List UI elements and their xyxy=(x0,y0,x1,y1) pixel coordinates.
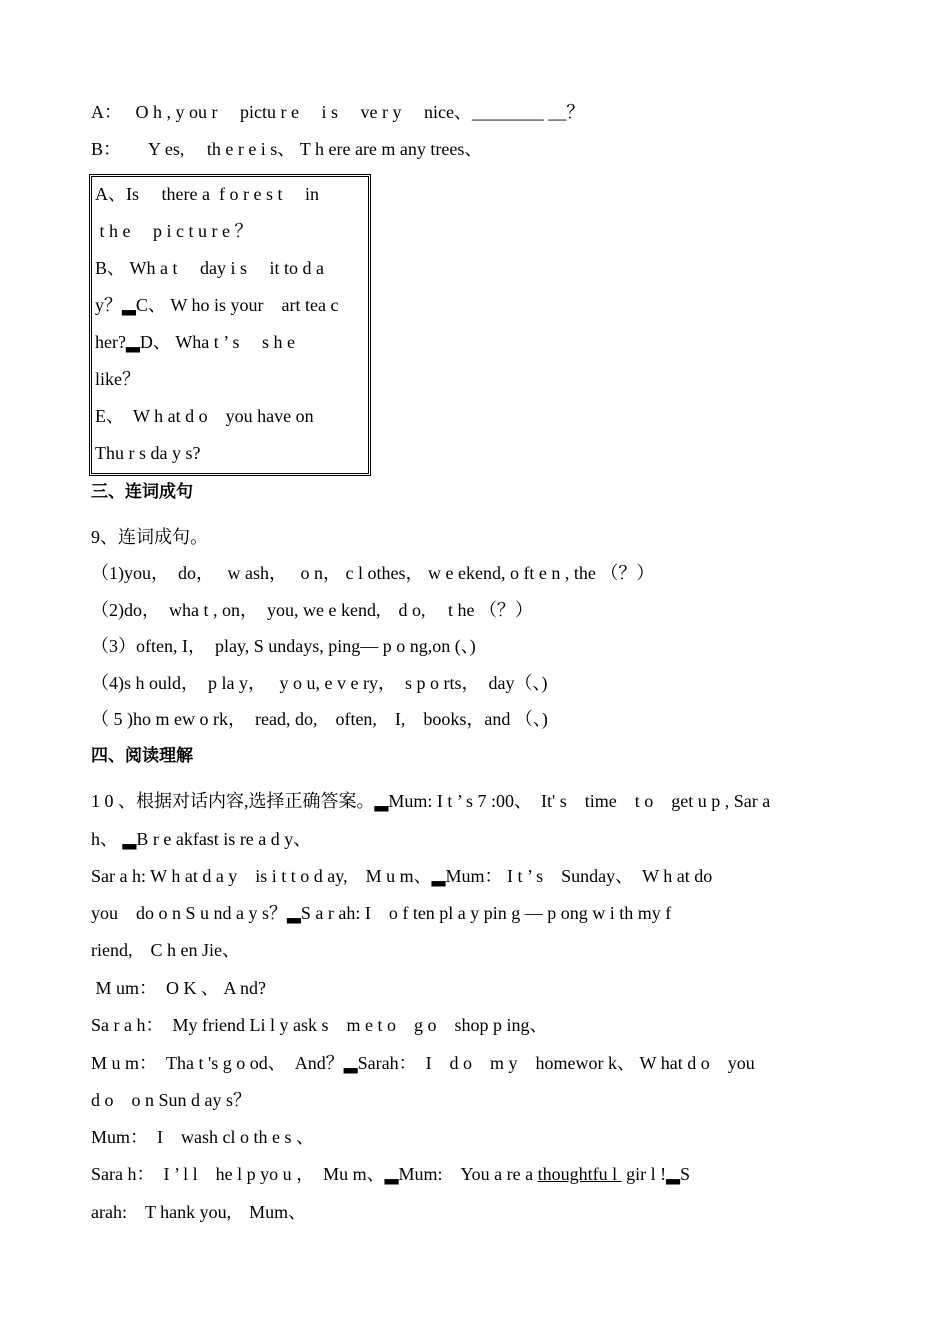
option-line: t h e p i c t u r e ？ xyxy=(95,221,253,241)
options-box xyxy=(89,174,371,476)
reading-line: riend, C h en Jie、 xyxy=(91,940,240,960)
reading-line: 1 0 、根据对话内容,选择正确答案。▂Mum: I t ’ s 7 :00、 It' s time t o get u p , Sar a xyxy=(91,791,771,811)
reading-line: you do o n S u nd a y s？▂S a r ah: I o f ten pl a y pin g — p ong w i th my f xyxy=(91,903,672,923)
section3-heading: 三、连词成句 xyxy=(91,482,193,502)
sentence-item-5: （ 5 )ho m ew o rk， read, do, often, I, books，and （、) xyxy=(91,709,548,729)
dialogue-line-a: A： O h , y ou r pictu r e i s ve r y nice、________ __？ xyxy=(91,102,585,122)
reading-line: Sa r a h： My friend Li l y ask s m e t o g o shop p ing、 xyxy=(91,1015,548,1035)
option-line: E、 W h at d o you have on xyxy=(95,406,314,426)
option-line: B、 Wh a t day i s it to d a xyxy=(95,258,324,278)
sentence-item-3: （3）often, I， play, S undays, ping— p o ng,on (、) xyxy=(91,636,476,656)
sentence-item-1: （1)you， do， w ash， o n， c l othes， w e ekend, o ft e n , the （？） xyxy=(91,563,655,583)
reading-line: Sar a h: W h at d a y is i t t o d ay, M u m、▂Mum： I t ’ s Sunday、 W h at do xyxy=(91,866,713,886)
reading-text: gir l !▂S xyxy=(621,1164,690,1184)
reading-line: M um： O K 、 A nd? xyxy=(91,978,266,998)
dialogue-line-b: B： Y es, th e r e i s、 T h ere are m any trees、 xyxy=(91,139,483,159)
reading-line: M u m： Tha t 's g o od、 And？▂Sarah： I d o m y homewor k、 W hat d o you xyxy=(91,1053,755,1073)
option-line: A、Is there a f o r e s t in xyxy=(95,184,319,204)
reading-line-thoughtful xyxy=(91,1163,690,1185)
underlined-word: thoughtfu l xyxy=(537,1164,622,1184)
section4-heading: 四、阅读理解 xyxy=(91,746,193,766)
reading-line: Mum： I wash cl o th e s 、 xyxy=(91,1127,314,1147)
reading-line: arah: T hank you, Mum、 xyxy=(91,1202,307,1222)
reading-line: d o o n Sun d ay s？ xyxy=(91,1090,252,1110)
sentence-item-2: （2)do， wha t , on， you, we e kend, d o, t he （？） xyxy=(91,600,533,620)
option-line: like？ xyxy=(95,369,140,389)
reading-line: h、 ▂B r e akfast is re a d y、 xyxy=(91,829,312,849)
option-line: y？▂C、 W ho is your art tea c xyxy=(95,295,339,315)
reading-text: Sara h： I ’ l l he l p yo u ， Mu m、▂Mum: You a re a xyxy=(91,1164,538,1184)
sentence-item-4: （4)s h ould， p la y， y o u, e v e ry， s p o rts， day（、) xyxy=(91,673,548,693)
question-9-intro: 9、连词成句。 xyxy=(91,527,208,547)
option-line: her?▂D、 Wha t ’ s s h e xyxy=(95,332,295,352)
option-line: Thu r s da y s? xyxy=(95,443,201,463)
